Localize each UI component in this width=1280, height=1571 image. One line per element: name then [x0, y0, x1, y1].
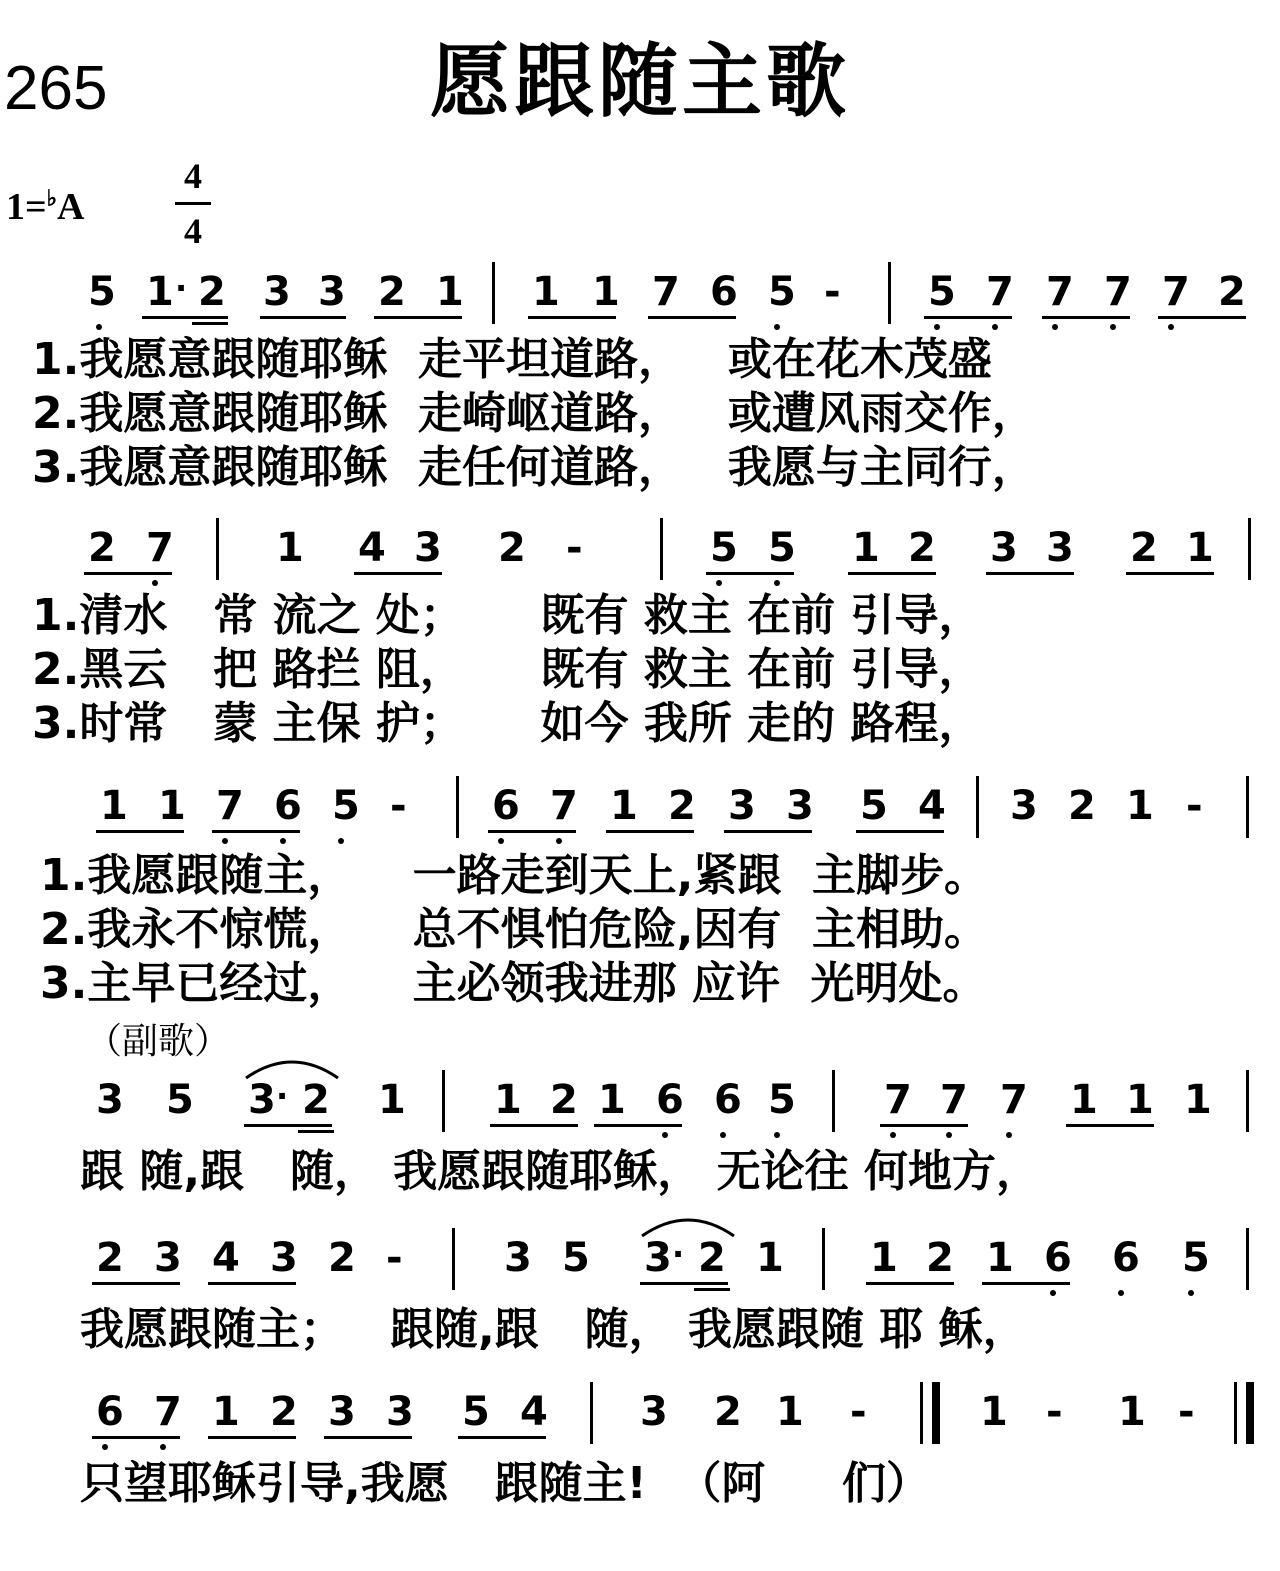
key-note: A: [57, 186, 85, 228]
flat-sign: ♭: [46, 185, 58, 211]
system-3-notes: 1 1 7 6 5 - 6 7 1 2 3 3 5 4 3 2 1 -: [80, 786, 1260, 836]
system-3-lyric-3: 3.主早已经过， 主必领我进那 应许 光明处。: [40, 958, 987, 1009]
system-3-lyric-2: 2.我永不惊慌， 总不惧怕危险,因有 主相助。: [40, 904, 988, 955]
system-2-notes: 2 7 1 4 3 2 - 5 5 1 2 3 3 2 1: [80, 528, 1260, 578]
system-4-lyric: 跟 随,跟 随， 我愿跟随耶稣， 无论往 何地方，: [80, 1146, 1040, 1197]
hymn-title: 愿跟随主歌: [430, 35, 850, 128]
system-6-notes: 6 7 1 2 3 3 5 4 3 2 1 - 1 - 1 -: [80, 1392, 1260, 1442]
system-4-notes: 3 5 3 · 2 1 1 2 1 6 6 5 7 7 7 1 1 1: [80, 1080, 1260, 1130]
system-1-lyric-1: 1.我愿意跟随耶稣 走平坦道路， 或在花木茂盛: [32, 334, 992, 385]
system-6-lyric: 只望耶稣引导,我愿 跟随主! （阿 们）: [80, 1458, 930, 1509]
system-3-lyric-1: 1.我愿跟随主， 一路走到天上,紧跟 主脚步。: [40, 850, 988, 901]
time-signature-bottom: 4: [184, 211, 202, 251]
system-1-lyric-2: 2.我愿意跟随耶稣 走崎岖道路， 或遭风雨交作，: [32, 388, 1036, 439]
system-1-lyric-3: 3.我愿意跟随耶稣 走任何道路， 我愿与主同行，: [32, 442, 1036, 493]
key-prefix: 1=: [6, 186, 47, 228]
hymn-number: 265: [4, 54, 108, 123]
system-2-lyric-1: 1.清水 常 流之 处； 既有 救主 在前 引导，: [32, 590, 983, 641]
system-5-lyric: 我愿跟随主； 跟随,跟 随， 我愿跟随 耶 稣，: [80, 1304, 1027, 1355]
system-2-lyric-3: 3.时常 蒙 主保 护； 如今 我所 走的 路程，: [32, 698, 983, 749]
slur-mark: [242, 1050, 342, 1080]
time-signature: [175, 158, 211, 249]
slur-mark: [638, 1208, 738, 1238]
time-signature-top: 4: [184, 156, 202, 196]
system-2-lyric-2: 2.黑云 把 路拦 阻， 既有 救主 在前 引导，: [32, 644, 983, 695]
system-1-notes: 5 1 · 2 3 3 2 1 1 1 7 6 5 - 5 7 7 7 7 2: [80, 272, 1260, 322]
refrain-label: （副歌）: [86, 1021, 231, 1062]
system-5-notes: 2 3 4 3 2 - 3 5 3 · 2 1 1 2 1 6 6 5: [80, 1238, 1260, 1288]
key-signature: [6, 185, 85, 229]
